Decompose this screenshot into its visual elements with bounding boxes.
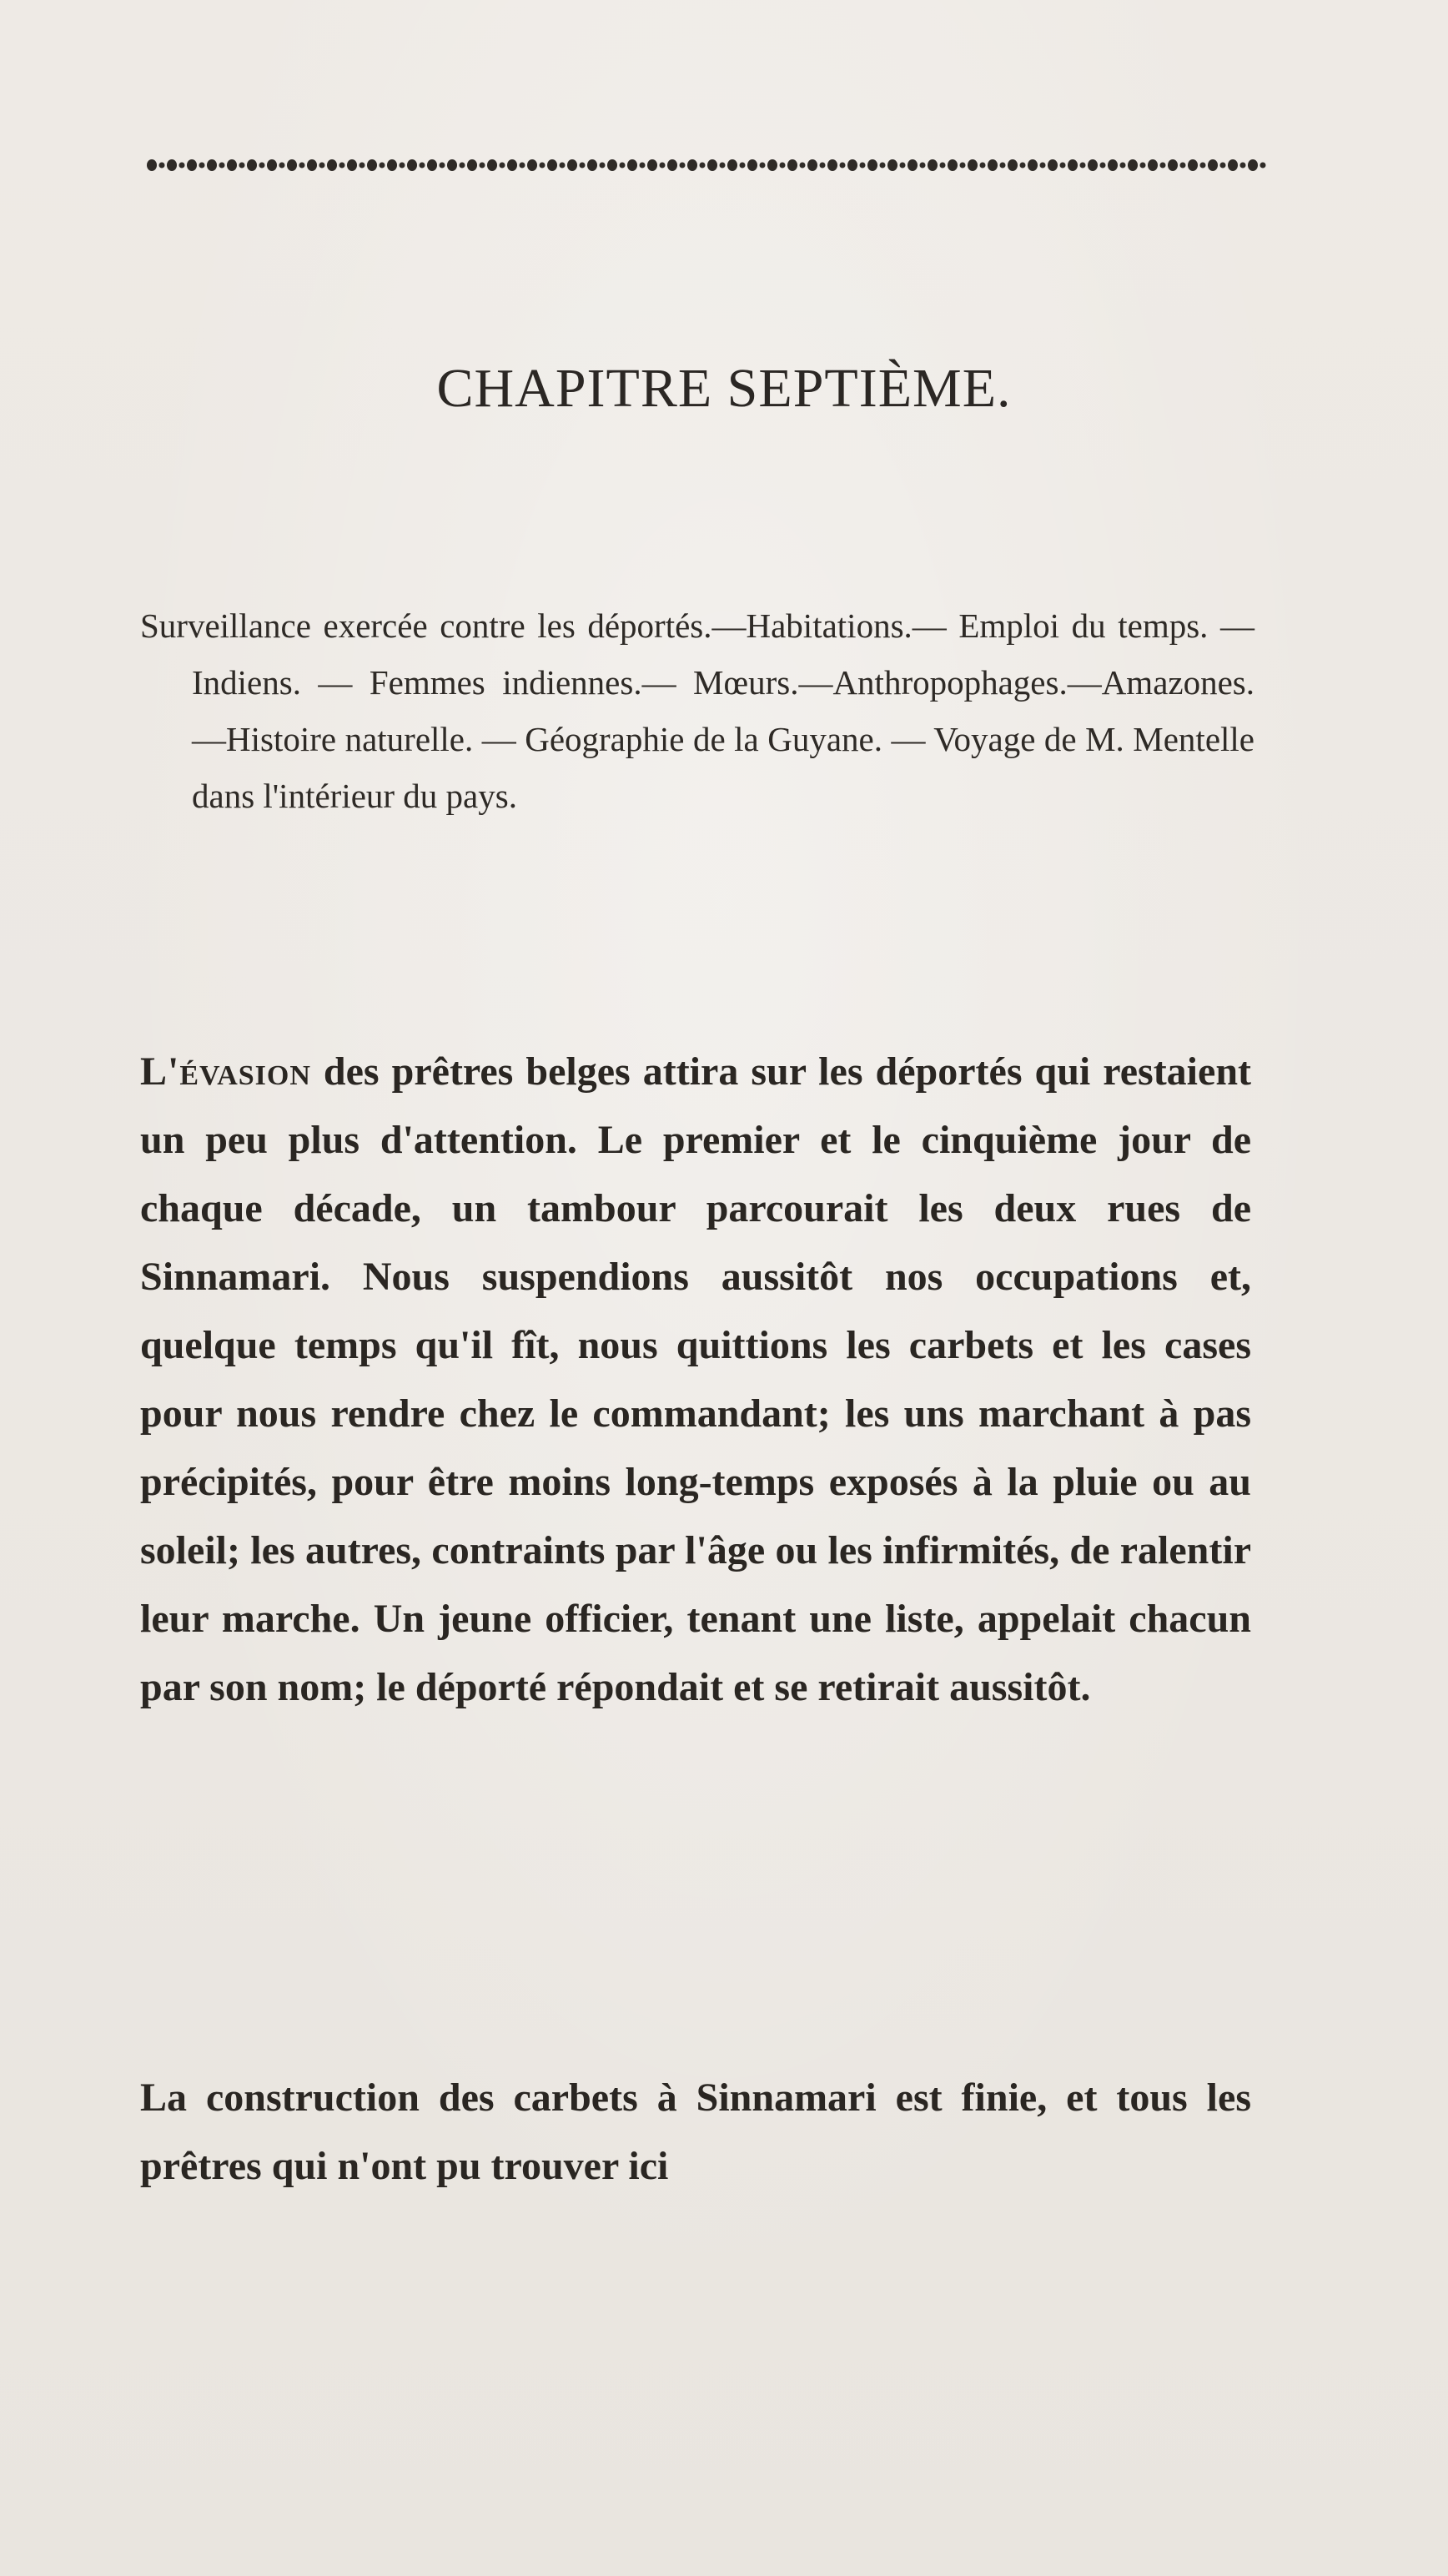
- paragraph-2-text: La construction des carbets à Sinnamari est finie, et tous les prêtres qui n'ont pu trouver ici: [140, 2075, 1251, 2188]
- paragraph-2: [140, 2064, 1251, 2201]
- paragraph-1: [140, 1038, 1251, 1722]
- ornamental-border-rule: [143, 155, 1266, 175]
- chapter-title: CHAPITRE SEPTIÈME.: [436, 358, 1012, 419]
- paragraph-1-text: des prêtres belges attira sur les déportés qui restaient un peu plus d'attention. Le premier et le cinquième jour de chaque décade, un tambour parcourait les deux rues de Sinnamari. Nous suspendions aussitôt nos occupations et, quelque temps qu'il fît, nous quittions les carbets et les cases pour nous rendre chez le commandant; les uns marchant à pas précipités, pour être moins long-temps exposés à la pluie ou au soleil; les autres, contraints par l'âge ou les infirmités, de ralentir leur marche. Un jeune officier, tenant une liste, appelait chacun par son nom; le déporté répondait et se retirait aussitôt.: [140, 1049, 1251, 1709]
- paragraph-1-lead: L'évasion: [140, 1049, 311, 1094]
- chapter-summary: Surveillance exercée contre les déportés.—Habitations.— Emploi du temps. — Indiens. — Femmes indiennes.— Mœurs.—Anthropophages.—Amazones.—Histoire naturelle. — Géographie de la Guyane. — Voyage de M. Mentelle dans l'intérieur du pays.: [140, 606, 1254, 815]
